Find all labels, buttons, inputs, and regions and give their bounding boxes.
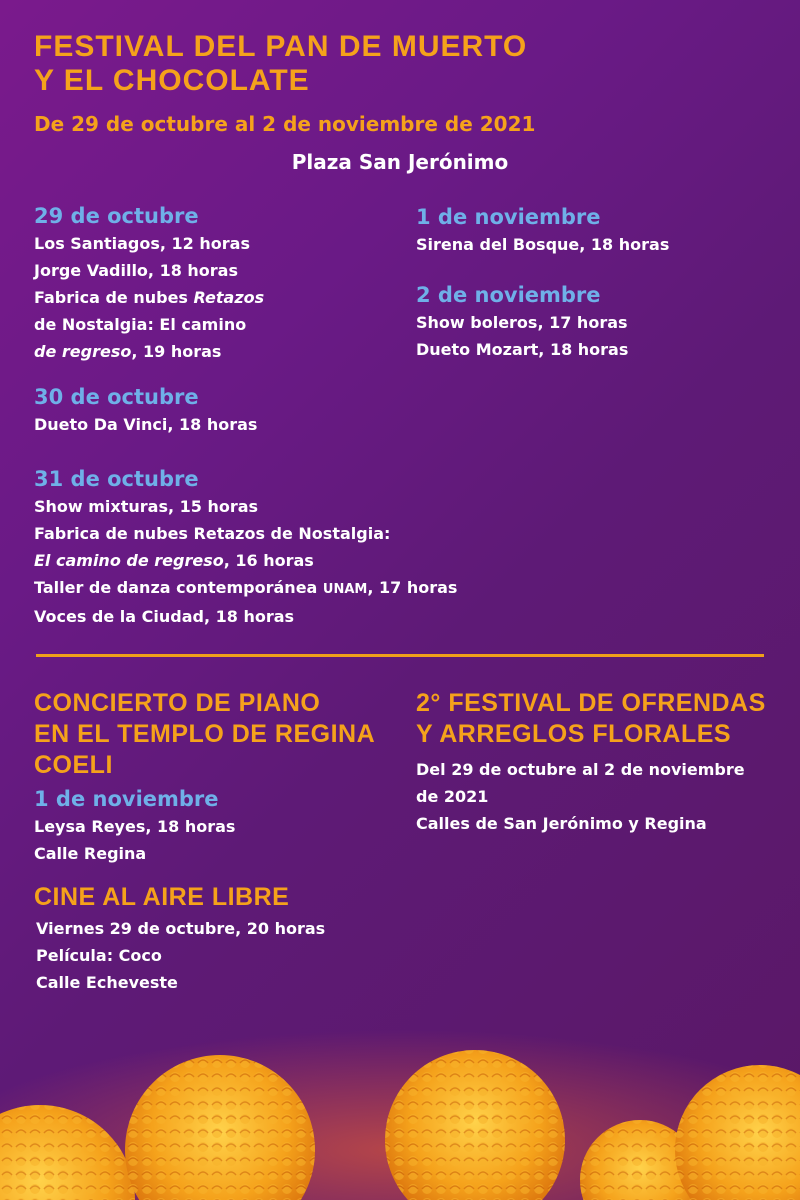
festival-title-line-2: Y EL CHOCOLATE [34,64,310,97]
ofrendas-section [416,688,766,837]
day-oct-29 [34,202,264,365]
day-date: 29 de octubre [34,204,199,228]
event-item: Leysa Reyes, 18 horas [34,817,236,836]
festival-title [34,30,654,98]
event-item: Calle Regina [34,844,147,863]
event-item: Sirena del Bosque, 18 horas [416,235,670,254]
event-item: Fabrica de nubes Retazos de Nostalgia: [34,524,391,543]
event-item: Show boleros, 17 horas [416,313,628,332]
cinema-section [34,882,325,996]
marigold-flowers-image [0,1000,800,1200]
event-item: de Nostalgia: El camino [34,315,247,334]
event-item: Dueto Da Vinci, 18 horas [34,415,258,434]
ofrendas-title: 2° FESTIVAL DE OFRENDAS Y ARREGLOS FLORALES [416,689,766,748]
event-item: de 2021 [416,787,489,806]
day-nov-2 [416,281,628,363]
event-item: Del 29 de octubre al 2 de noviembre [416,760,745,779]
piano-title: CONCIERTO DE PIANO EN EL TEMPLO DE REGINA COELI [34,689,376,779]
day-date: 30 de octubre [34,385,199,409]
event-item: Taller de danza contemporánea UNAM, 17 horas [34,578,458,597]
event-item: Voces de la Ciudad, 18 horas [34,607,295,626]
event-item: El camino de regreso, 16 horas [34,551,314,570]
section-divider [36,654,764,657]
day-nov-1 [416,203,669,258]
day-oct-31 [34,465,457,630]
day-oct-30 [34,383,257,438]
event-item: Calles de San Jerónimo y Regina [416,814,707,833]
festival-dates: De 29 de octubre al 2 de noviembre de 2021 [34,112,536,136]
day-date: 31 de octubre [34,467,199,491]
event-item: Los Santiagos, 12 horas [34,234,250,253]
cinema-title: CINE AL AIRE LIBRE [34,883,290,911]
event-item: Jorge Vadillo, 18 horas [34,261,238,280]
event-item: Show mixturas, 15 horas [34,497,259,516]
festival-venue: Plaza San Jerónimo [291,150,509,174]
piano-date: 1 de noviembre [34,787,219,811]
event-item: Película: Coco [36,946,162,965]
event-item: Dueto Mozart, 18 horas [416,340,629,359]
event-item: de regreso, 19 horas [34,342,222,361]
event-item: Viernes 29 de octubre, 20 horas [36,919,326,938]
piano-concert-section [34,688,375,867]
day-date: 2 de noviembre [416,283,601,307]
festival-title-line-1: FESTIVAL DEL PAN DE MUERTO [34,30,528,63]
event-item: Fabrica de nubes Retazos [34,288,265,307]
day-date: 1 de noviembre [416,205,601,229]
event-item: Calle Echeveste [36,973,178,992]
